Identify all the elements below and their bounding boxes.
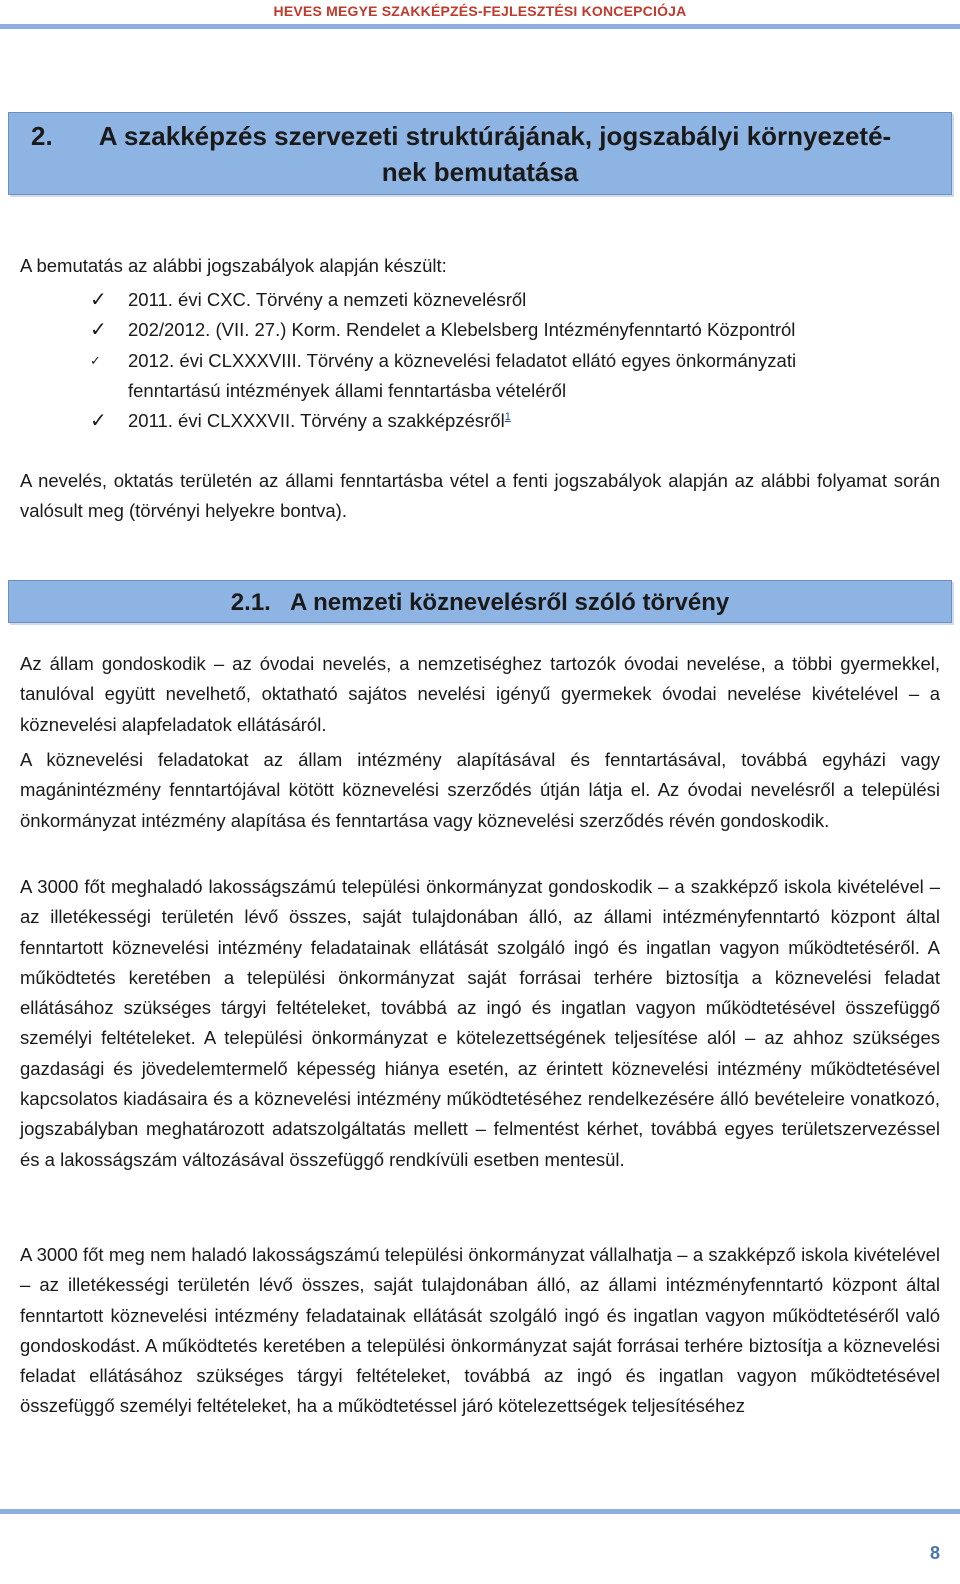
subsection-number: 2.1.: [230, 589, 271, 616]
check-icon: ✓: [90, 410, 107, 433]
check-icon: ✓: [90, 289, 107, 311]
law-text: 2011. évi CXC. Törvény a nemzeti köznevelésről: [128, 289, 527, 310]
paragraph: A köznevelési feladatokat az állam intézmény alapításával és fenntartásával, továbbá egyházi vagy magánintézmény fenntartójával kötött köznevelési szerződés útján látja el. Az óvodai nevelésről a települési önkormányzat intézmény alapítása és fenntartása vagy köznevelési szerződés révén gondoskodik.: [20, 749, 940, 831]
paragraph: Az állam gondoskodik – az óvodai nevelés, a nemzetiséghez tartozók óvodai nevelése, a többi gyermekkel, tanulóval együtt nevelhető, oktatható sajátos nevelési igényű gyermekek óvodai nevelése kivételével – a köznevelési alapfeladatok ellátásáról.: [20, 653, 940, 735]
law-text: 2011. évi CLXXXVII. Törvény a szakképzésről: [128, 410, 505, 432]
section-number: 2.: [31, 121, 53, 151]
page-number: 8: [929, 1543, 940, 1563]
summary-text: A nevelés, oktatás területén az állami fenntartásba vétel a fenti jogszabályok alapján az alábbi folyamat során valósult meg (törvényi helyekre bontva).: [20, 470, 940, 522]
law-list: [90, 285, 940, 436]
intro-text: A bemutatás az alábbi jogszabályok alapján készült:: [20, 255, 447, 276]
check-icon: ✓: [90, 352, 101, 368]
footer-rule: [0, 1509, 960, 1514]
subsection-title: A nemzeti köznevelésről szóló törvény: [289, 589, 730, 616]
section-heading: [8, 112, 952, 195]
paragraph: A 3000 főt meghaladó lakosságszámú települési önkormányzat gondoskodik – a szakképző iskola kivételével – az illetékességi területén lévő összes, saját tulajdonában álló, az állami intézményfenntartó központ által fenntartott köznevelési intézmény feladatainak ellátását szolgáló ingó és ingatlan vagyon működtetéséről. A működtetés keretében a települési önkormányzat saját forrásai terhére biztosítja a köznevelési feladat ellátásához szükséges tárgyi feltételeket, továbbá az ingó és ingatlan vagyon működtetésével összefüggő személyi feltételeket. A települési önkormányzat e kötelezettségének teljesítése alól – az ahhoz szükséges gazdasági és jövedelemtermelő képesség hiánya esetén, az érintett köznevelési intézmény működtetésével kapcsolatos kiadásaira és a köznevelési intézmény működtetéséhez rendelkezésére álló bevételeire vonatkozó, jogszabályban meghatározott adatszolgáltatás mellett – felmentést kérhet, továbbá egyes területszervezéssel és a lakosságszám változásával összefüggő rendkívüli esetben mentesül.: [20, 876, 940, 1170]
list-item: [90, 315, 940, 345]
law-text: 202/2012. (VII. 27.) Korm. Rendelet a Klebelsberg Intézményfenntartó Központról: [128, 319, 796, 341]
paragraph: A 3000 főt meg nem haladó lakosságszámú települési önkormányzat vállalhatja – a szakképző iskola kivételével – az illetékességi területén lévő összes, saját tulajdonában álló, az állami intézményfenntartó központ által fenntartott köznevelési intézmény feladatainak ellátását szolgáló ingó és ingatlan vagyon működtetéséről való gondoskodást. A működtetés keretében a települési önkormányzat saját forrásai terhére biztosítja a köznevelési feladat ellátásához szükséges tárgyi feltételeket, továbbá az ingó és ingatlan vagyon működtetésével összefüggő személyi feltételeket, ha a működtetéssel járó kötelezettségek teljesítéséhez: [20, 1244, 940, 1417]
law-text-line1: 2012. évi CLXXXVIII. Törvény a köznevelési feladatot ellátó egyes önkormányzati: [128, 349, 797, 371]
list-item: [90, 285, 940, 315]
header-rule: [0, 24, 960, 29]
running-header: HEVES MEGYE SZAKKÉPZÉS-FEJLESZTÉSI KONCEPCIÓJA: [273, 3, 687, 19]
law-text-line2: fenntartású intézmények állami fenntartásba vételéről: [128, 379, 567, 401]
list-item: [90, 406, 940, 436]
list-item: [90, 346, 940, 407]
subsection-heading: [8, 580, 952, 623]
section-title-line2: nek bemutatása: [381, 157, 579, 187]
footnote-link[interactable]: 1: [504, 411, 511, 424]
check-icon: ✓: [90, 319, 107, 342]
section-title-line1: A szakképzés szervezeti struktúrájának, jogszabályi környezeté-: [98, 121, 892, 151]
